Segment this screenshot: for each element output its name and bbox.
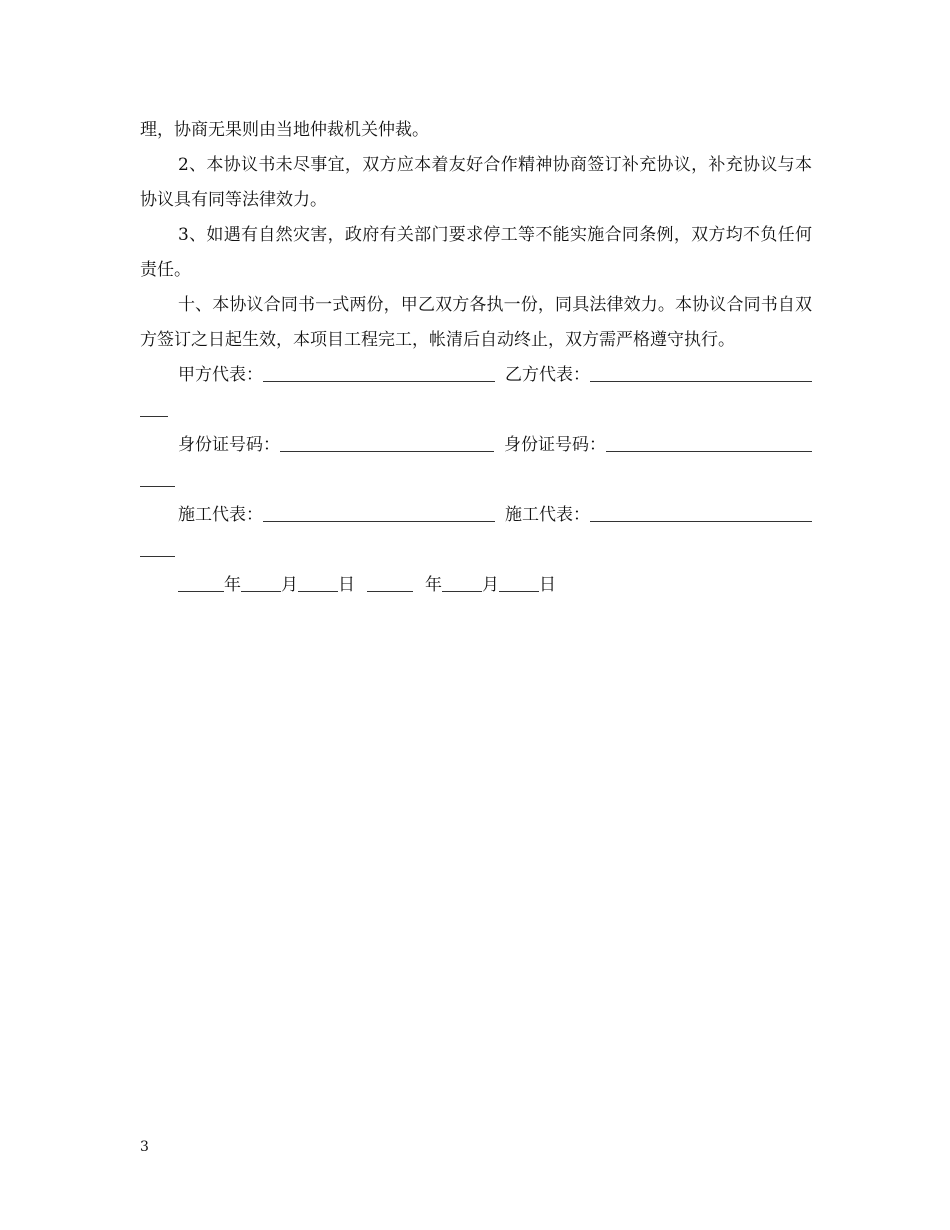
- date-a-day-label: 日: [338, 575, 355, 595]
- party-b-signature-blank[interactable]: [590, 380, 812, 382]
- party-b-blank-continuation: [140, 393, 812, 428]
- date-a-day-blank[interactable]: [298, 590, 338, 592]
- party-b-label: 乙方代表：: [505, 365, 590, 385]
- party-a-signature-blank[interactable]: [263, 380, 495, 382]
- document-body: [140, 113, 812, 603]
- paragraph-clause-2: 2、本协议书未尽事宜，双方应本着友好合作精神协商签订补充协议，补充协议与本协议具有同等法律效力。: [140, 155, 812, 210]
- id-b-blank-wrap: [140, 485, 175, 487]
- id-b-blank[interactable]: [606, 450, 812, 452]
- builder-b-label: 施工代表：: [505, 505, 590, 525]
- date-b-day-label: 日: [539, 575, 556, 595]
- signature-section: [140, 358, 812, 603]
- date-b-month-label: 月: [482, 575, 499, 595]
- party-b-blank-wrap: [140, 415, 168, 417]
- date-line: [140, 568, 812, 603]
- date-b-year-blank[interactable]: [367, 590, 413, 592]
- id-b-label: 身份证号码：: [504, 435, 606, 455]
- date-a-month-blank[interactable]: [241, 590, 281, 592]
- builder-a-blank[interactable]: [263, 520, 495, 522]
- builder-b-blank-continuation: [140, 533, 812, 568]
- paragraph-clause-10: 十、本协议合同书一式两份，甲乙双方各执一份，同具法律效力。本协议合同书自双方签订之日起生效，本项目工程完工，帐清后自动终止，双方需严格遵守执行。: [140, 295, 812, 350]
- paragraph-arbitration-continued: 理，协商无果则由当地仲裁机关仲裁。: [140, 120, 429, 140]
- builder-b-blank-wrap: [140, 555, 175, 557]
- date-a-month-label: 月: [281, 575, 298, 595]
- id-a-blank[interactable]: [280, 450, 494, 452]
- builder-b-blank[interactable]: [590, 520, 812, 522]
- id-b-blank-continuation: [140, 463, 812, 498]
- date-b-month-blank[interactable]: [442, 590, 482, 592]
- date-b-year-label: 年: [425, 575, 442, 595]
- builder-representatives-line: [140, 498, 812, 533]
- party-a-label: 甲方代表：: [178, 365, 263, 385]
- builder-a-label: 施工代表：: [178, 505, 263, 525]
- party-representatives-line: [140, 358, 812, 393]
- date-a-year-blank[interactable]: [178, 590, 224, 592]
- page-number: 3: [140, 1139, 149, 1155]
- id-a-label: 身份证号码：: [178, 435, 280, 455]
- date-b-day-blank[interactable]: [499, 590, 539, 592]
- paragraph-clause-3: 3、如遇有自然灾害，政府有关部门要求停工等不能实施合同条例，双方均不负任何责任。: [140, 225, 812, 280]
- id-number-line: [140, 428, 812, 463]
- date-a-year-label: 年: [224, 575, 241, 595]
